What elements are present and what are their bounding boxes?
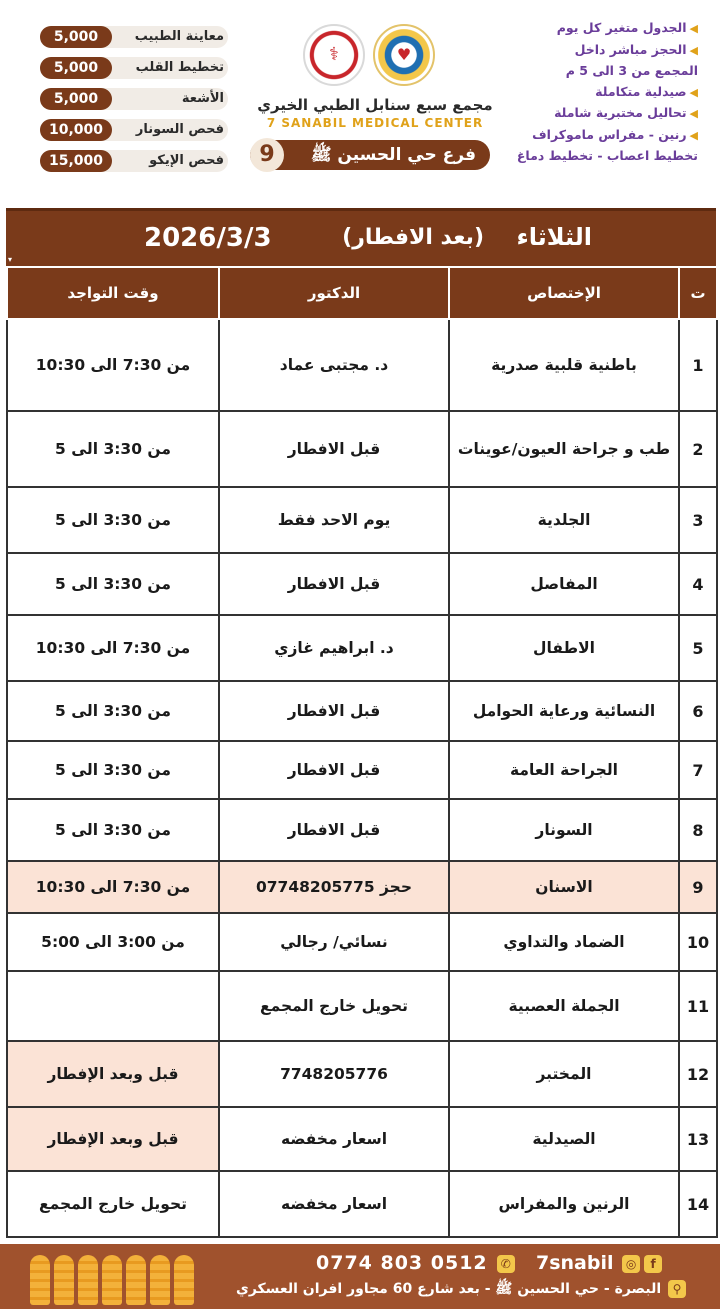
feature-item: ◀الحجز مباشر داخل xyxy=(574,41,698,57)
table-row xyxy=(7,1171,717,1237)
table-row xyxy=(7,971,717,1041)
arrow-icon: ◀ xyxy=(689,128,698,142)
feature-list xyxy=(493,18,698,167)
schedule-table xyxy=(6,266,718,1238)
feature-item: ◀رنين - مفراس ماموكراف xyxy=(532,126,698,142)
row-specialty: الضماد والتداوي xyxy=(449,913,679,971)
table-row xyxy=(7,1041,717,1107)
row-specialty: الرنين والمفراس xyxy=(449,1171,679,1237)
row-specialty: باطنية قلبية صدرية xyxy=(449,319,679,411)
row-time xyxy=(7,971,219,1041)
row-doctor: د. مجتبى عماد xyxy=(219,319,449,411)
table-header-row xyxy=(7,267,717,319)
feature-item: ◀تحاليل مختبرية شاملة xyxy=(554,105,698,120)
phone-icon: ✆ xyxy=(497,1255,515,1273)
row-time: من 7:30 الى 10:30 xyxy=(7,615,219,681)
location-pin-icon: ⚲ xyxy=(668,1280,686,1298)
row-time: قبل وبعد الإفطار xyxy=(7,1107,219,1171)
table-row xyxy=(7,681,717,741)
wheat-decoration-icon xyxy=(30,1250,210,1305)
table-row xyxy=(7,487,717,553)
column-header-num: ت xyxy=(679,267,717,319)
schedule-day: الثلاثاء xyxy=(516,223,592,251)
row-specialty: الجراحة العامة xyxy=(449,741,679,799)
row-time: من 3:30 الى 5 xyxy=(7,799,219,861)
table-row xyxy=(7,799,717,861)
facebook-icon: f xyxy=(644,1255,662,1273)
row-num: 13 xyxy=(679,1107,717,1171)
row-time: قبل وبعد الإفطار xyxy=(7,1041,219,1107)
arrow-icon: ◀ xyxy=(689,43,698,57)
footer-phone[interactable]: 0774 803 0512 ✆ xyxy=(316,1252,517,1274)
schedule xyxy=(6,208,716,1238)
row-specialty: المختبر xyxy=(449,1041,679,1107)
row-doctor: قبل الافطار xyxy=(219,411,449,487)
row-doctor: نسائي/ رجالي xyxy=(219,913,449,971)
column-header-time: وقت التواجد xyxy=(7,267,219,319)
row-time: تحويل خارج المجمع xyxy=(7,1171,219,1237)
price-label: فحص السونار xyxy=(135,122,224,137)
row-time: من 3:30 الى 5 xyxy=(7,411,219,487)
row-num: 14 xyxy=(679,1171,717,1237)
logos xyxy=(303,24,443,90)
row-specialty: المفاصل xyxy=(449,553,679,615)
price-value: 15,000 xyxy=(40,150,112,172)
table-row xyxy=(7,319,717,411)
table-row xyxy=(7,741,717,799)
row-num: 10 xyxy=(679,913,717,971)
price-item xyxy=(40,57,228,79)
price-label: فحص الإيكو xyxy=(149,153,224,168)
branch-label: فرع حي الحسين ﷺ xyxy=(310,145,476,165)
row-doctor: قبل الافطار xyxy=(219,799,449,861)
price-label: معاينة الطبيب xyxy=(134,29,224,44)
arrow-icon: ◀ xyxy=(689,22,698,35)
header xyxy=(0,0,720,205)
price-value: 5,000 xyxy=(40,26,112,48)
branch-badge xyxy=(250,140,490,170)
branch-number: 9 xyxy=(250,138,284,172)
row-doctor: يوم الاحد فقط xyxy=(219,487,449,553)
row-num: 1 xyxy=(679,319,717,411)
price-list xyxy=(40,26,228,181)
row-time: من 3:30 الى 5 xyxy=(7,487,219,553)
row-time: من 3:30 الى 5 xyxy=(7,681,219,741)
row-num: 7 xyxy=(679,741,717,799)
row-doctor: اسعار مخفضه xyxy=(219,1107,449,1171)
price-label: تخطيط القلب xyxy=(135,60,224,75)
table-row xyxy=(7,1107,717,1171)
row-doctor: اسعار مخفضه xyxy=(219,1171,449,1237)
row-time: من 3:00 الى 5:00 xyxy=(7,913,219,971)
row-specialty: الصيدلية xyxy=(449,1107,679,1171)
row-doctor: د. ابراهيم غازي xyxy=(219,615,449,681)
row-time: من 7:30 الى 10:30 xyxy=(7,319,219,411)
footer xyxy=(0,1244,720,1309)
row-num: 2 xyxy=(679,411,717,487)
table-row xyxy=(7,411,717,487)
price-item xyxy=(40,150,228,172)
feature-item: ◀صيدلية متكاملة xyxy=(595,83,698,99)
row-doctor: قبل الافطار xyxy=(219,553,449,615)
price-item xyxy=(40,88,228,110)
row-doctor: تحويل خارج المجمع xyxy=(219,971,449,1041)
row-num: 4 xyxy=(679,553,717,615)
row-num: 11 xyxy=(679,971,717,1041)
arrow-icon: ◀ xyxy=(689,85,698,99)
price-value: 5,000 xyxy=(40,57,112,79)
row-specialty: طب و جراحة العيون/عوينات xyxy=(449,411,679,487)
table-row xyxy=(7,913,717,971)
table-row xyxy=(7,861,717,913)
feature-item: المجمع من 3 الى 5 م xyxy=(565,63,698,78)
center-branding xyxy=(255,24,495,184)
feature-item: تخطيط اعصاب - تخطيط دماغ xyxy=(516,148,698,163)
row-num: 6 xyxy=(679,681,717,741)
row-doctor: حجز 07748205775 xyxy=(219,861,449,913)
row-num: 8 xyxy=(679,799,717,861)
column-header-doctor: الدكتور xyxy=(219,267,449,319)
price-value: 5,000 xyxy=(40,88,112,110)
row-specialty: الاطفال xyxy=(449,615,679,681)
dropdown-marker-icon: ▾ xyxy=(8,255,13,264)
schedule-date: 2026/3/3 xyxy=(144,223,272,253)
footer-social[interactable]: 7snabil ◎ f xyxy=(536,1252,664,1274)
date-bar xyxy=(6,208,716,266)
medical-association-logo: ⚕ xyxy=(303,24,365,86)
footer-address: ⚲ البصرة - حي الحسين ﷺ - بعد شارع 60 مجاور افران العسكري xyxy=(236,1280,688,1300)
row-specialty: النسائية ورعاية الحوامل xyxy=(449,681,679,741)
row-time: من 3:30 الى 5 xyxy=(7,741,219,799)
row-specialty: الجملة العصبية xyxy=(449,971,679,1041)
price-value: 10,000 xyxy=(40,119,112,141)
table-row xyxy=(7,553,717,615)
center-title-arabic: مجمع سبع سنابل الطبي الخيري xyxy=(257,96,493,114)
instagram-icon: ◎ xyxy=(622,1255,640,1273)
price-label: الأشعة xyxy=(181,91,224,106)
row-time: من 3:30 الى 5 xyxy=(7,553,219,615)
arrow-icon: ◀ xyxy=(689,107,698,120)
row-num: 12 xyxy=(679,1041,717,1107)
schedule-note: (بعد الافطار) xyxy=(342,225,484,250)
row-num: 5 xyxy=(679,615,717,681)
row-num: 9 xyxy=(679,861,717,913)
row-specialty: السونار xyxy=(449,799,679,861)
row-doctor: قبل الافطار xyxy=(219,681,449,741)
row-time: من 7:30 الى 10:30 xyxy=(7,861,219,913)
price-item xyxy=(40,26,228,48)
column-header-specialty: الإختصاص xyxy=(449,267,679,319)
center-title-english: 7 SANABIL MEDICAL CENTER xyxy=(266,116,484,130)
row-doctor: 7748205776 xyxy=(219,1041,449,1107)
sanabil-logo: ♥ xyxy=(373,24,435,86)
table-row xyxy=(7,615,717,681)
row-specialty: الجلدية xyxy=(449,487,679,553)
row-num: 3 xyxy=(679,487,717,553)
feature-item: ◀الجدول متغير كل يوم xyxy=(556,20,698,35)
price-item xyxy=(40,119,228,141)
row-doctor: قبل الافطار xyxy=(219,741,449,799)
row-specialty: الاسنان xyxy=(449,861,679,913)
